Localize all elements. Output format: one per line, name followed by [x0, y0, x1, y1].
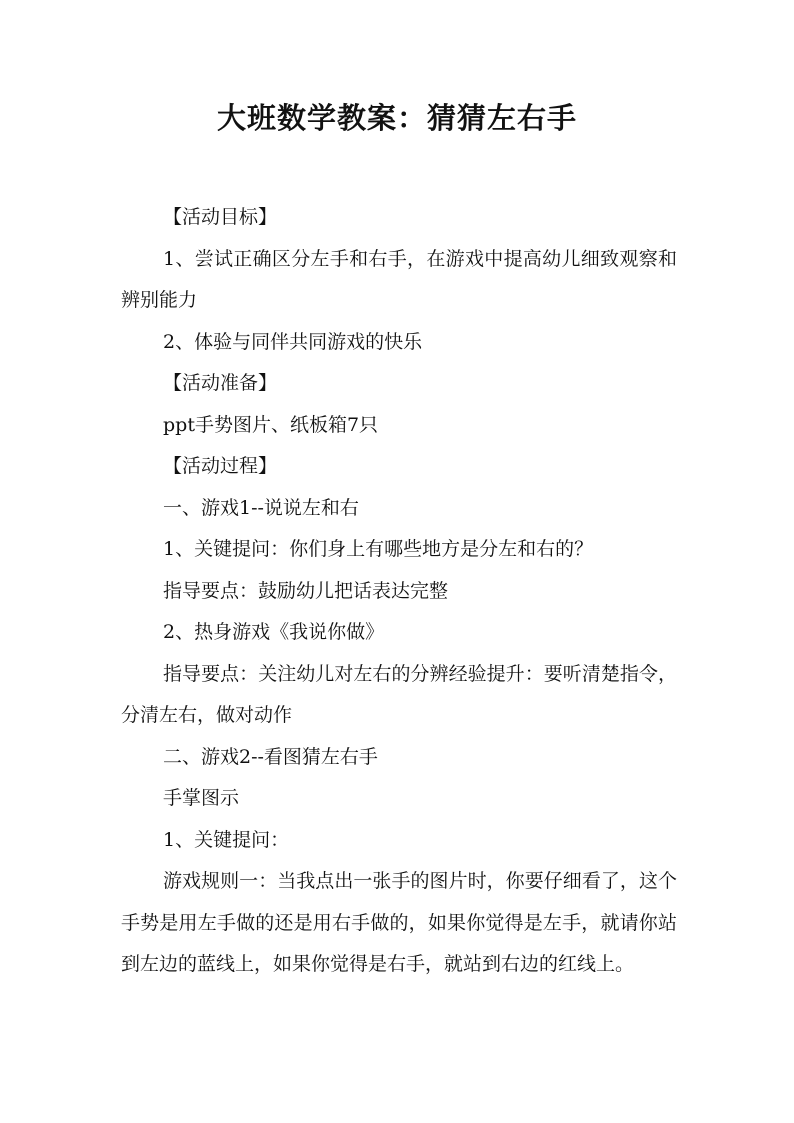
- paragraph: 2、热身游戏《我说你做》: [163, 621, 385, 643]
- paragraph: 手掌图示: [163, 787, 240, 809]
- paragraph: 指导要点：鼓励幼儿把话表达完整: [163, 579, 449, 602]
- paragraph: 1、关键提问：你们身上有哪些地方是分左和右的？: [163, 538, 594, 560]
- section-heading-process: 【活动过程】: [163, 455, 278, 477]
- document-body: [121, 197, 677, 986]
- section-heading-goals: 【活动目标】: [163, 206, 278, 228]
- paragraph: 1、关键提问：: [163, 828, 290, 851]
- paragraph: 1、尝试正确区分左手和右手，在游戏中提高幼儿细致观察和辨别能力: [121, 247, 677, 311]
- paragraph: ppt手势图片、纸板箱7只: [163, 413, 379, 436]
- paragraph: 2、体验与同伴共同游戏的快乐: [163, 330, 423, 353]
- paragraph: 二、游戏2--看图猜左右手: [163, 745, 378, 768]
- paragraph: 指导要点：关注幼儿对左右的分辨经验提升：要听清楚指令，分清左右，做对动作: [121, 662, 677, 726]
- section-heading-preparation: 【活动准备】: [163, 372, 278, 394]
- paragraph: 一、游戏1--说说左和右: [163, 496, 359, 519]
- paragraph: 游戏规则一：当我点出一张手的图片时，你要仔细看了，这个手势是用左手做的还是用右手做的，如果你觉得是左手，就请你站到左边的蓝线上，如果你觉得是右手，就站到右边的红线上。: [121, 870, 677, 975]
- document-title: 大班数学教案：猜猜左右手: [216, 101, 577, 135]
